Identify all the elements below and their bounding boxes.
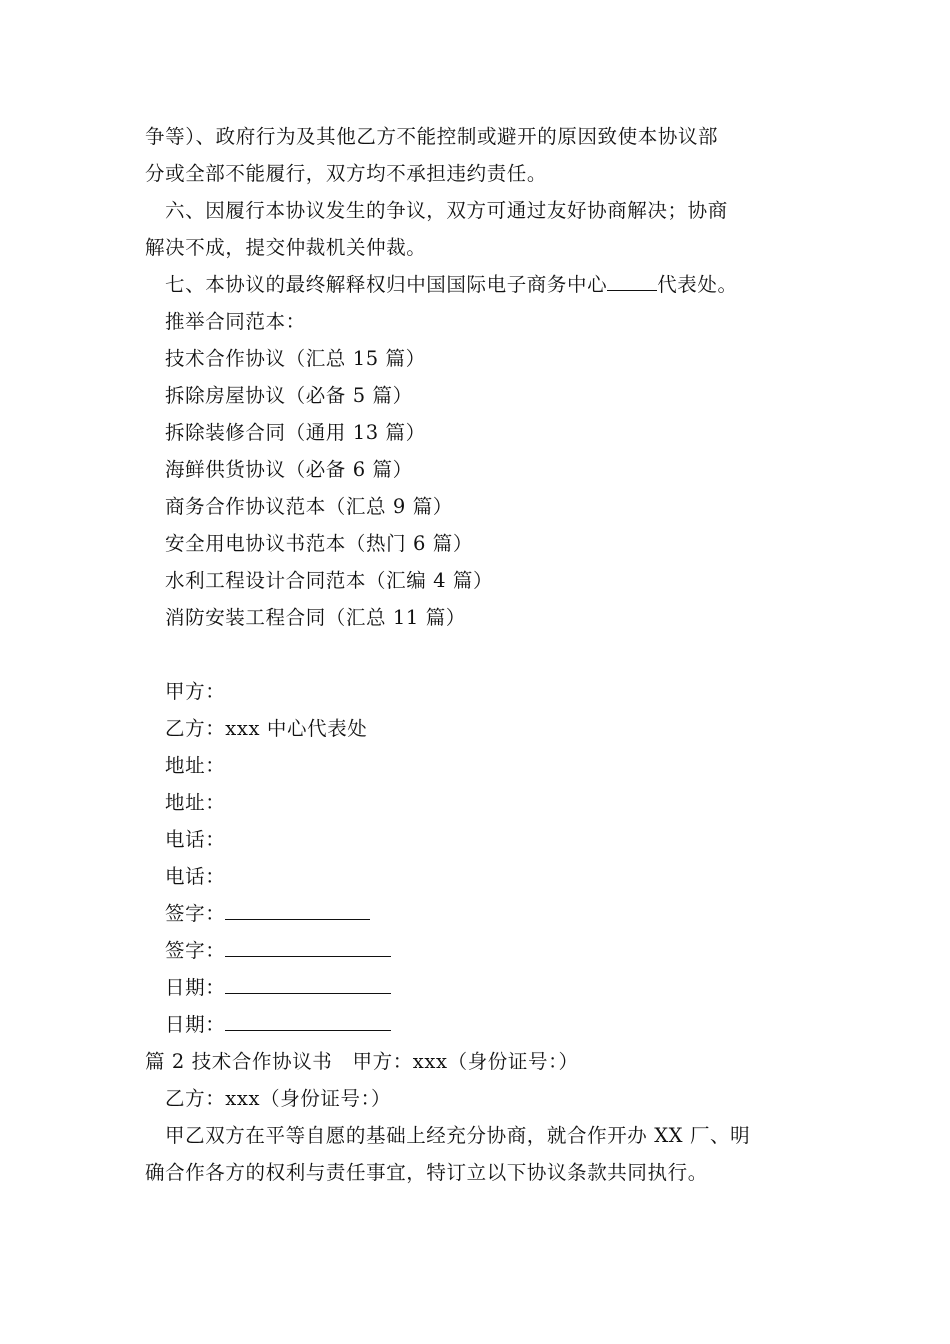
recommend-link[interactable]: 水利工程设计合同范本（汇编 4 篇）	[165, 569, 494, 592]
address-label: 地址：	[165, 791, 226, 814]
signature-blank	[225, 934, 391, 957]
signature-label: 签字：	[165, 902, 226, 925]
paragraph-line: 解决不成，提交仲裁机关仲裁。	[145, 236, 427, 259]
spacer	[145, 636, 810, 673]
recommend-link[interactable]: 拆除装修合同（通用 13 篇）	[165, 421, 426, 444]
phone-label: 电话：	[165, 828, 226, 851]
signature-row	[145, 932, 810, 969]
recommend-link[interactable]: 海鲜供货协议（必备 6 篇）	[165, 458, 413, 481]
part2-intro-line: 确合作各方的权利与责任事宜，特订立以下协议条款共同执行。	[145, 1161, 708, 1184]
address-label: 地址：	[165, 754, 226, 777]
clause-seven	[145, 266, 810, 303]
recommend-link[interactable]: 消防安装工程合同（汇总 11 篇）	[165, 606, 466, 629]
signature-blank	[225, 897, 370, 920]
date-blank	[225, 1008, 391, 1031]
recommend-link[interactable]: 安全用电协议书范本（热门 6 篇）	[165, 532, 474, 555]
date-row	[145, 1006, 810, 1043]
recommend-link[interactable]: 拆除房屋协议（必备 5 篇）	[165, 384, 413, 407]
clause-seven-text: 七、本协议的最终解释权归中国国际电子商务中心	[165, 273, 608, 296]
signature-row	[145, 895, 810, 932]
paragraph-line: 六、因履行本协议发生的争议，双方可通过友好协商解决；协商	[165, 199, 728, 222]
phone-label: 电话：	[165, 865, 226, 888]
date-label: 日期：	[165, 1013, 226, 1036]
part2-title: 篇 2 技术合作协议书 甲方：xxx（身份证号：）	[145, 1050, 579, 1073]
clause-seven-suffix: 代表处。	[657, 273, 738, 296]
recommend-link[interactable]: 技术合作协议（汇总 15 篇）	[165, 347, 426, 370]
recommend-link[interactable]: 商务合作协议范本（汇总 9 篇）	[165, 495, 453, 518]
date-blank	[225, 971, 391, 994]
document-body	[145, 118, 810, 1191]
part2-intro-line: 甲乙双方在平等自愿的基础上经充分协商，就合作开办 XX 厂、明	[165, 1124, 751, 1147]
recommend-heading: 推举合同范本：	[165, 310, 306, 333]
date-label: 日期：	[165, 976, 226, 999]
paragraph-line: 分或全部不能履行，双方均不承担违约责任。	[145, 162, 548, 185]
party-a-label: 甲方：	[165, 680, 226, 703]
signature-label: 签字：	[165, 939, 226, 962]
part2-party-b: 乙方：xxx（身份证号：）	[165, 1087, 392, 1110]
party-b-label: 乙方：xxx 中心代表处	[165, 717, 368, 740]
date-row	[145, 969, 810, 1006]
fill-in-blank	[607, 268, 657, 291]
paragraph-line: 争等）、政府行为及其他乙方不能控制或避开的原因致使本协议部	[145, 125, 719, 148]
